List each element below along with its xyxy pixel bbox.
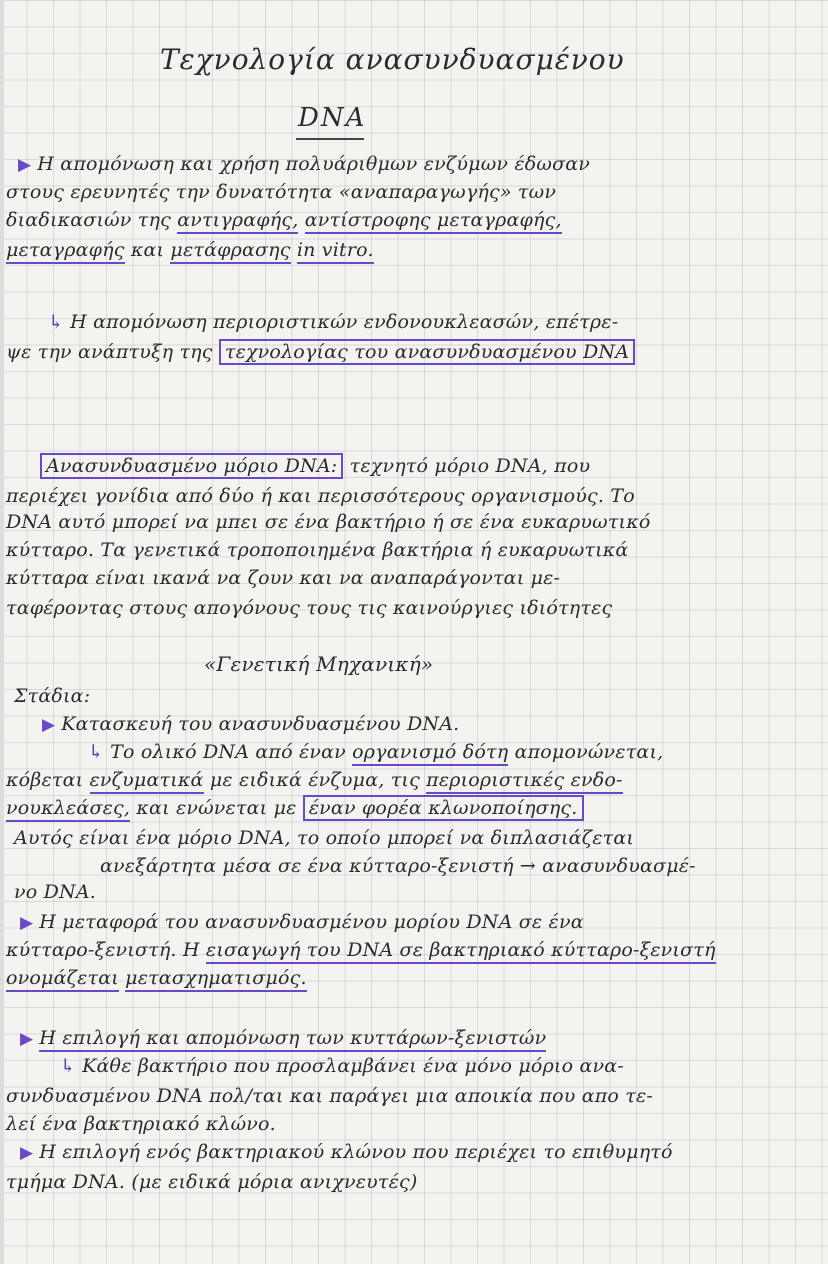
triangle-bullet-icon: ▶ — [42, 715, 56, 735]
section-title: «Γενετική Μηχανική» — [204, 652, 434, 676]
page-edge — [0, 0, 4, 1264]
paragraph-3-line-1 — [40, 454, 590, 478]
triangle-bullet-icon: ▶ — [20, 1029, 34, 1049]
text: και — [130, 239, 165, 261]
text: ψε την ανάπτυξη της — [6, 341, 213, 363]
stage-4-line-1 — [20, 1140, 673, 1165]
underlined-term: νουκλεάσες, — [6, 797, 130, 822]
underlined-term: μετάφρασης — [170, 239, 290, 264]
underlined-term: οργανισμό δότη — [352, 741, 508, 766]
text: Η επιλογή ενός βακτηριακού κλώνου που περιέχει το επιθυμητό — [39, 1141, 673, 1163]
text: Το ολικό DNA από έναν — [110, 741, 346, 763]
underlined-term: μεταγραφής — [6, 239, 125, 264]
paragraph-1-line-1 — [18, 152, 590, 177]
boxed-term: Ανασυνδυασμένο μόριο DNA: — [40, 453, 343, 479]
underlined-term: in vitro. — [297, 239, 374, 264]
stage-1-line-6: νο DNA. — [14, 881, 97, 903]
stage-3-line-3: λεί ένα βακτηριακό κλώνο. — [6, 1113, 276, 1135]
return-arrow-icon: ↳ — [60, 1055, 77, 1077]
underlined-term: Η επιλογή και απομόνωση των κυττάρων-ξενιστών — [39, 1027, 546, 1052]
stage-1-line-1 — [88, 740, 663, 764]
underlined-term: ενζυματικά — [90, 769, 204, 794]
title-underline — [296, 138, 364, 140]
text: διαδικασιών της — [6, 209, 171, 231]
paragraph-3-line-5: κύτταρα είναι ικανά να ζουν και να αναπαράγονται με- — [6, 567, 561, 589]
stage-2-line-2 — [6, 938, 716, 962]
boxed-term: έναν φορέα κλωνοποίησης. — [303, 795, 584, 821]
text: με ειδικά ένζυμα, τις — [209, 769, 420, 791]
triangle-bullet-icon: ▶ — [20, 913, 34, 933]
underlined-term: ονομάζεται — [6, 967, 119, 992]
underlined-term: αντιγραφής, — [177, 209, 298, 234]
paragraph-2-line-2 — [6, 340, 635, 364]
text: Η μεταφορά του ανασυνδυασμένου μορίου DNA σε ένα — [39, 911, 584, 933]
boxed-term: τεχνολογίας του ανασυνδυασμένου DNA — [219, 339, 635, 365]
return-arrow-icon: ↳ — [48, 311, 65, 333]
paragraph-3-line-6: ταφέροντας στους απογόνους τους τις καινούργιες ιδιότητες — [6, 597, 613, 619]
text: Κατασκευή του ανασυνδυασμένου DNA. — [61, 713, 460, 735]
stages-label: Στάδια: — [14, 685, 91, 707]
underlined-term: εισαγωγή του DNA σε βακτηριακό κύτταρο-ξενιστή — [206, 939, 716, 964]
stage-3-line-1 — [60, 1054, 624, 1078]
paragraph-1-line-2: στους ερευνητές την δυνατότητα «αναπαραγωγής» των — [6, 181, 557, 203]
text: και ενώνεται με — [136, 797, 297, 819]
stage-2-line-1 — [20, 910, 584, 935]
text: Η απομόνωση και χρήση πολυάριθμων ενζύμων έδωσαν — [37, 153, 591, 175]
underlined-term: μετασχηματισμός. — [125, 967, 307, 992]
text: Η απομόνωση περιοριστικών ενδονουκλεασών, επέτρε- — [70, 311, 619, 333]
text: κόβεται — [6, 769, 84, 791]
stage-1-title — [42, 712, 459, 737]
stage-2-line-3 — [6, 966, 307, 990]
stage-4-line-2: τμήμα DNA. (με ειδικά μόρια ανιχνευτές) — [6, 1171, 418, 1193]
stage-1-line-4: Αυτός είναι ένα μόριο DNA, το οποίο μπορεί να διπλασιάζεται — [14, 827, 634, 849]
paragraph-3-line-3: DNA αυτό μπορεί να μπει σε ένα βακτήριο ή σε ένα ευκαρυωτικό — [6, 511, 651, 533]
paragraph-3-line-2: περιέχει γονίδια από δύο ή και περισσότερους οργανισμούς. Το — [6, 485, 635, 507]
triangle-bullet-icon: ▶ — [18, 155, 32, 175]
text: Κάθε βακτήριο που προσλαμβάνει ένα μόνο μόριο ανα- — [82, 1055, 624, 1077]
paragraph-1-line-4 — [6, 238, 374, 262]
underlined-term: αντίστροφης μεταγραφής, — [305, 209, 562, 234]
text: απομονώνεται, — [514, 741, 664, 763]
text: τεχνητό μόριο DNA, που — [349, 455, 591, 477]
return-arrow-icon: ↳ — [88, 741, 105, 763]
stage-3-title — [20, 1026, 546, 1051]
stage-1-line-5: ανεξάρτητα μέσα σε ένα κύτταρο-ξενιστή → ανασυνδυασμέ- — [100, 855, 696, 877]
triangle-bullet-icon: ▶ — [20, 1143, 34, 1163]
paragraph-2-line-1 — [48, 310, 618, 334]
text: κύτταρο-ξενιστή. Η — [6, 939, 200, 961]
page-title: Τεχνολογία ανασυνδυασμένου — [160, 43, 625, 76]
underlined-term: περιοριστικές ενδο- — [426, 769, 622, 794]
stage-3-line-2: συνδυασμένου DNA πολ/ται και παράγει μια αποικία που απο τε- — [6, 1085, 654, 1107]
paragraph-1-line-3 — [6, 208, 562, 232]
stage-1-line-2 — [6, 768, 623, 792]
paragraph-3-line-4: κύτταρο. Τα γενετικά τροποποιημένα βακτήρια ή ευκαρυωτικά — [6, 539, 629, 561]
stage-1-line-3 — [6, 796, 584, 820]
page-title-dna: DNA — [298, 103, 367, 133]
